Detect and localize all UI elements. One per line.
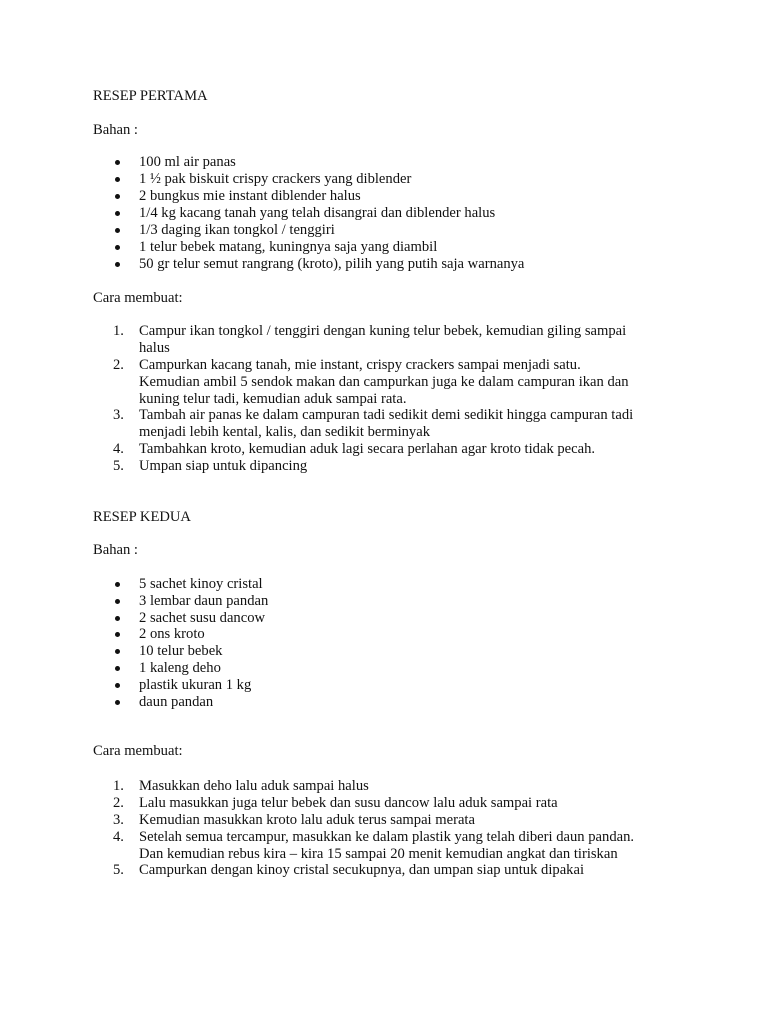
list-item: 1/3 daging ikan tongkol / tenggiri xyxy=(139,222,335,238)
recipe1-ingredients-label: Bahan : xyxy=(93,122,138,138)
list-item: 5 sachet kinoy cristal xyxy=(139,576,263,592)
bullet-icon xyxy=(115,194,120,199)
list-item: 1 ½ pak biskuit crispy crackers yang diblender xyxy=(139,171,412,187)
step-number: 5. xyxy=(113,458,124,474)
list-item: 10 telur bebek xyxy=(139,643,223,659)
bullet-icon xyxy=(115,649,120,654)
bullet-icon xyxy=(115,245,120,250)
list-item: 50 gr telur semut rangrang (kroto), pilih yang putih saja warnanya xyxy=(139,256,525,272)
list-item: Kemudian masukkan kroto lalu aduk terus sampai merata xyxy=(139,812,475,828)
step-number: 5. xyxy=(113,862,124,878)
list-item-continued: halus xyxy=(139,340,170,356)
list-item: 3 lembar daun pandan xyxy=(139,593,269,609)
list-item: Umpan siap untuk dipancing xyxy=(139,458,308,474)
step-number: 4. xyxy=(113,829,124,845)
list-item-continued: kuning telur tadi, kemudian aduk sampai rata. xyxy=(139,391,407,407)
list-item: Campur ikan tongkol / tenggiri dengan kuning telur bebek, kemudian giling sampai xyxy=(139,323,627,339)
list-item: 2 bungkus mie instant diblender halus xyxy=(139,188,361,204)
list-item: 1 telur bebek matang, kuningnya saja yang diambil xyxy=(139,239,438,255)
bullet-icon xyxy=(115,666,120,671)
bullet-icon xyxy=(115,599,120,604)
list-item: daun pandan xyxy=(139,694,214,710)
bullet-icon xyxy=(115,683,120,688)
step-number: 1. xyxy=(113,323,124,339)
list-item: Campurkan dengan kinoy cristal secukupnya, dan umpan siap untuk dipakai xyxy=(139,862,585,878)
step-number: 1. xyxy=(113,778,124,794)
recipe1-title: RESEP PERTAMA xyxy=(93,88,208,104)
bullet-icon xyxy=(115,211,120,216)
list-item: 2 ons kroto xyxy=(139,626,205,642)
list-item: Tambahkan kroto, kemudian aduk lagi secara perlahan agar kroto tidak pecah. xyxy=(139,441,596,457)
list-item: 100 ml air panas xyxy=(139,154,236,170)
list-item: 1/4 kg kacang tanah yang telah disangrai dan diblender halus xyxy=(139,205,496,221)
recipe1-method-label: Cara membuat: xyxy=(93,290,183,306)
bullet-icon xyxy=(115,632,120,637)
bullet-icon xyxy=(115,160,120,165)
step-number: 2. xyxy=(113,795,124,811)
bullet-icon xyxy=(115,582,120,587)
list-item: Campurkan kacang tanah, mie instant, crispy crackers sampai menjadi satu. xyxy=(139,357,581,373)
bullet-icon xyxy=(115,262,120,267)
step-number: 2. xyxy=(113,357,124,373)
list-item: 1 kaleng deho xyxy=(139,660,221,676)
bullet-icon xyxy=(115,228,120,233)
step-number: 3. xyxy=(113,812,124,828)
list-item: Tambah air panas ke dalam campuran tadi sedikit demi sedikit hingga campuran tadi xyxy=(139,407,634,423)
list-item: Setelah semua tercampur, masukkan ke dalam plastik yang telah diberi daun pandan. xyxy=(139,829,635,845)
recipe2-title: RESEP KEDUA xyxy=(93,509,191,525)
list-item-continued: Dan kemudian rebus kira – kira 15 sampai 20 menit kemudian angkat dan tiriskan xyxy=(139,846,618,862)
list-item: plastik ukuran 1 kg xyxy=(139,677,252,693)
step-number: 3. xyxy=(113,407,124,423)
step-number: 4. xyxy=(113,441,124,457)
bullet-icon xyxy=(115,616,120,621)
recipe2-ingredients-label: Bahan : xyxy=(93,542,138,558)
list-item-continued: menjadi lebih kental, kalis, dan sedikit berminyak xyxy=(139,424,430,440)
list-item: Masukkan deho lalu aduk sampai halus xyxy=(139,778,369,794)
bullet-icon xyxy=(115,700,120,705)
bullet-icon xyxy=(115,177,120,182)
list-item: Lalu masukkan juga telur bebek dan susu dancow lalu aduk sampai rata xyxy=(139,795,558,811)
list-item-continued: Kemudian ambil 5 sendok makan dan campurkan juga ke dalam campuran ikan dan xyxy=(139,374,629,390)
recipe2-method-label: Cara membuat: xyxy=(93,743,183,759)
list-item: 2 sachet susu dancow xyxy=(139,610,266,626)
